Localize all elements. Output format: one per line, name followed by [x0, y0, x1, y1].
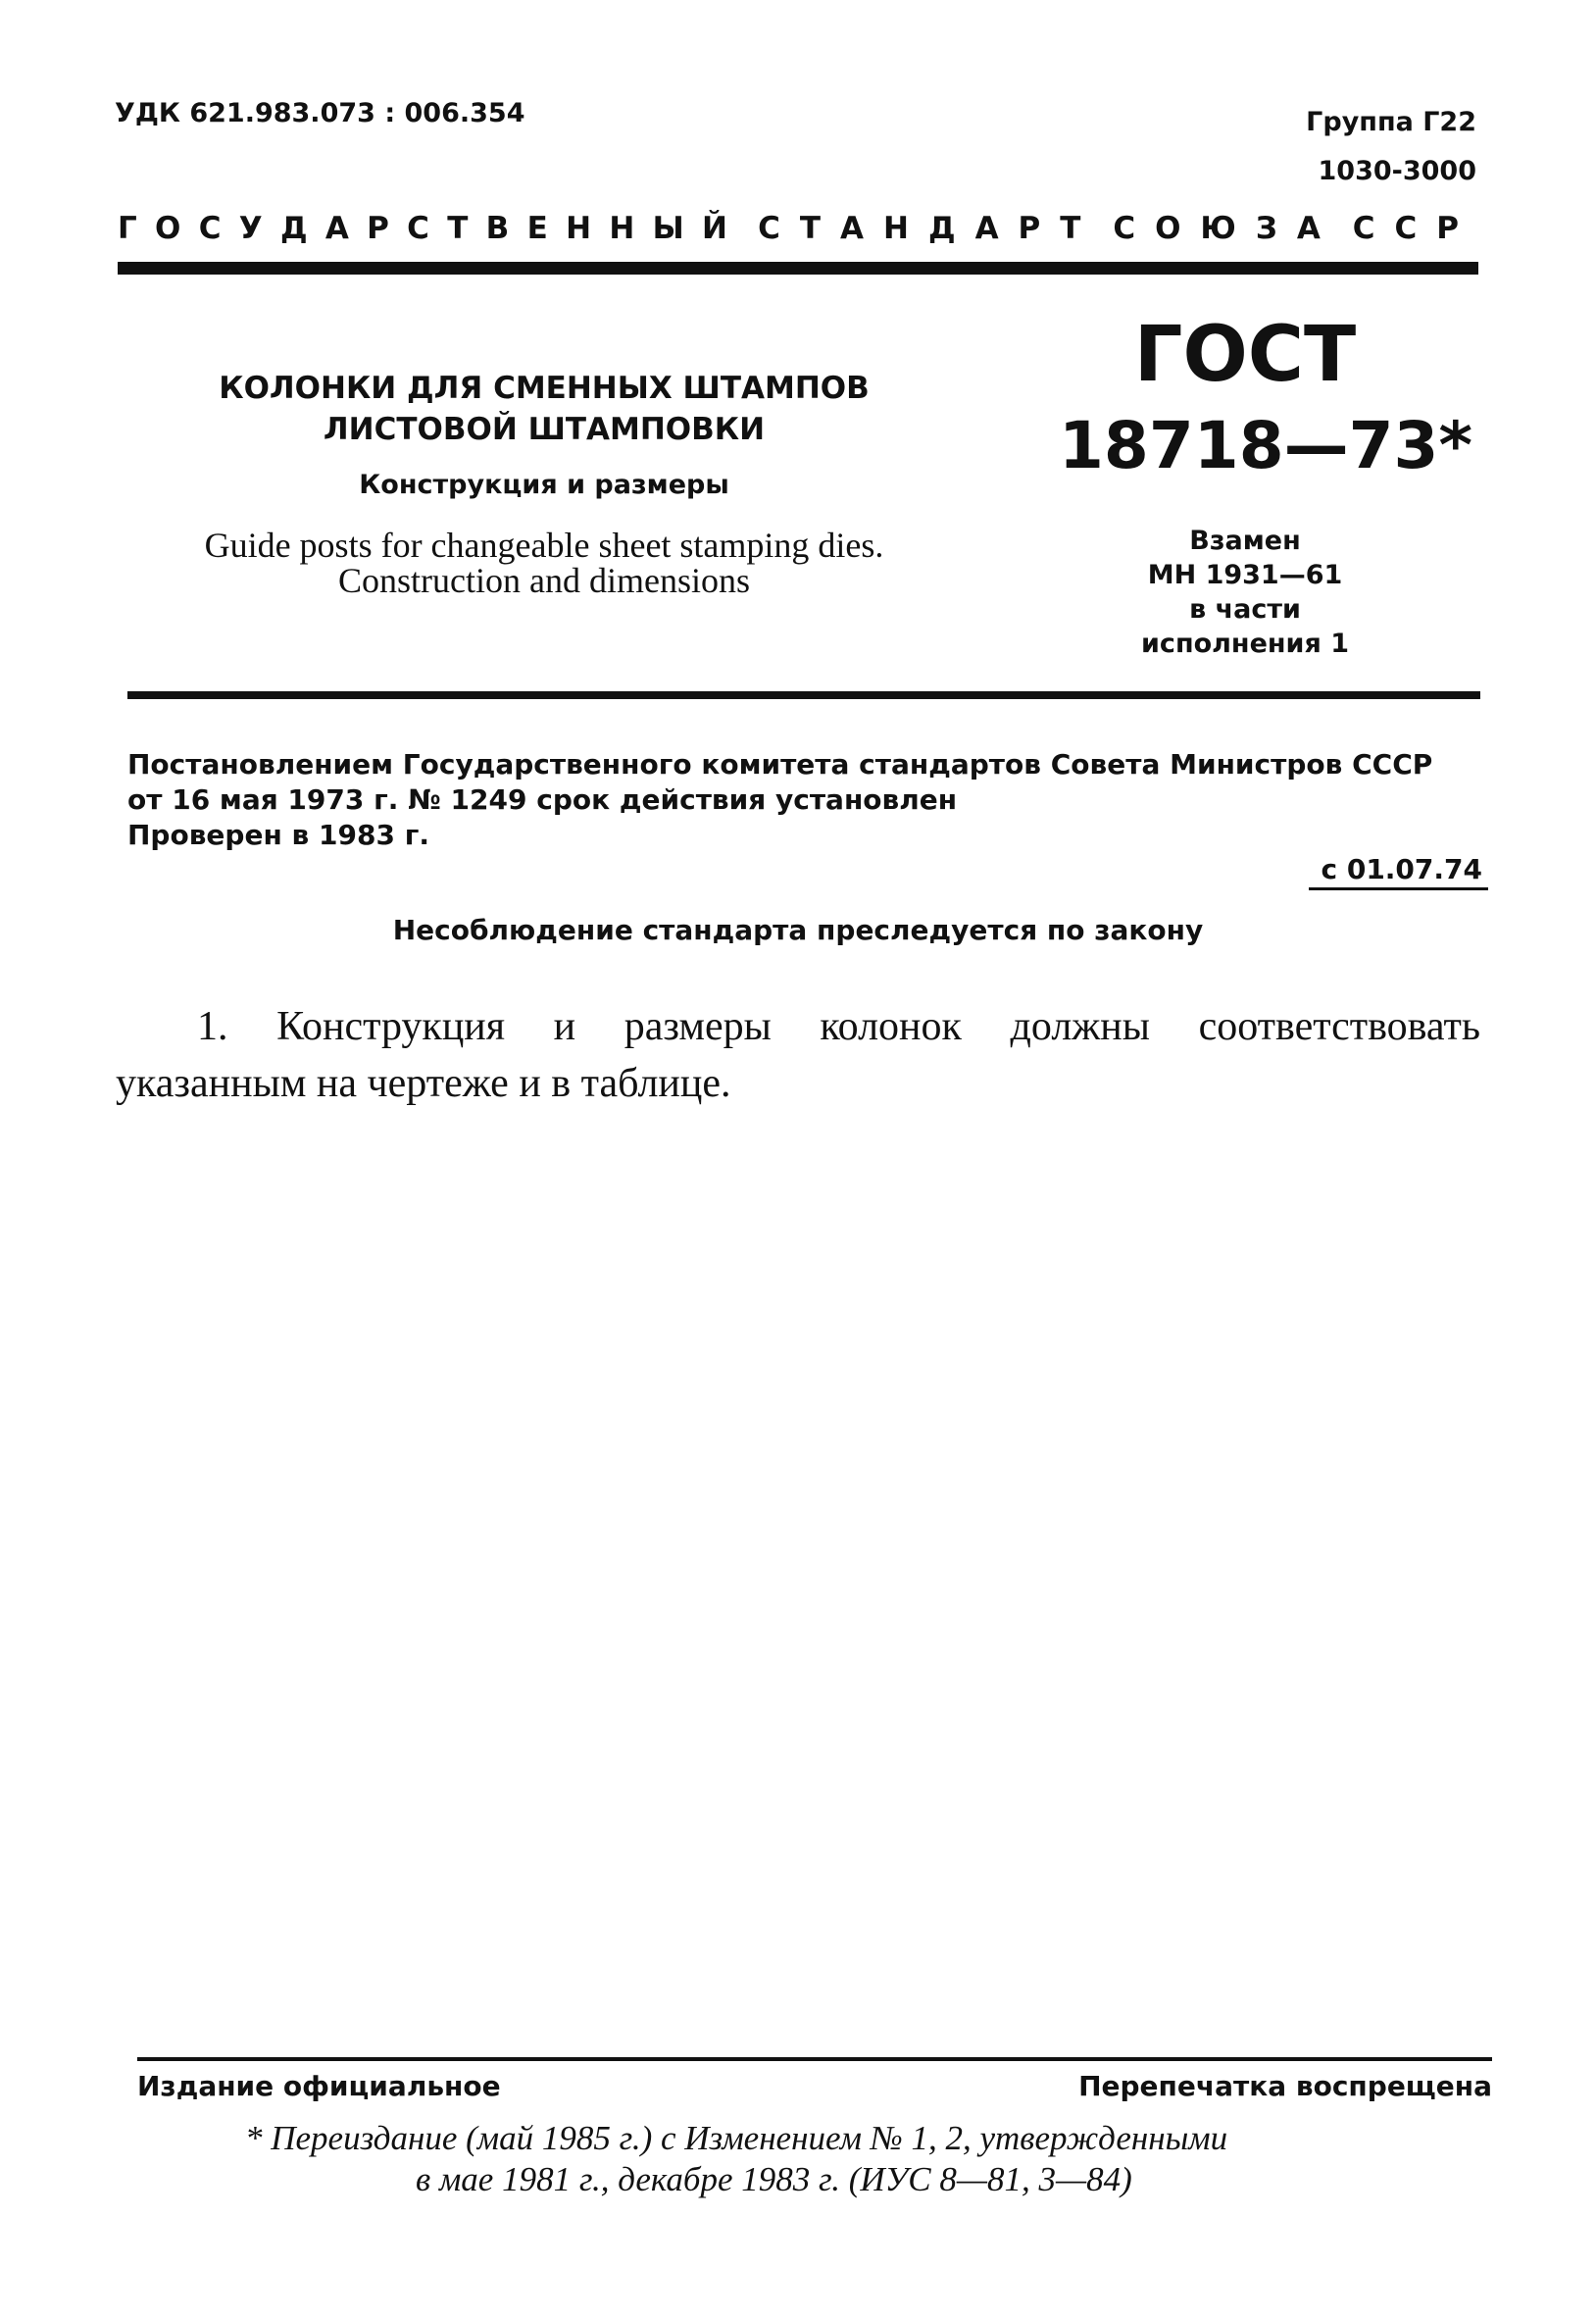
- paragraph-line-2: указанным на чертеже и в таблице.: [116, 1061, 731, 1106]
- subtitle-english-line-1: Guide posts for changeable sheet stamping dies.: [204, 526, 884, 565]
- title-line-1: КОЛОНКИ ДЛЯ СМЕННЫХ ШТАМПОВ: [219, 371, 870, 406]
- decree-line-1: Постановлением Государственного комитета стандартов Совета Министров СССР: [127, 748, 1433, 781]
- decree-block: [127, 747, 1432, 853]
- standard-header: [118, 211, 1478, 246]
- footnote-line-1: * Переиздание (май 1985 г.) с Изменением № 1, 2, утвержденными: [245, 2119, 1228, 2157]
- reprint-notice: Перепечатка воспрещена: [1078, 2070, 1492, 2102]
- group-label: Группа Г22: [1306, 107, 1476, 137]
- classification-code: 1030-3000: [1318, 156, 1476, 186]
- body-paragraph: [116, 998, 1480, 1112]
- replacement-line-2: МН 1931—61: [1147, 560, 1343, 590]
- bottom-divider: [137, 2057, 1492, 2061]
- effective-date: с 01.07.74: [1309, 853, 1488, 890]
- gost-label: ГОСТ: [1133, 311, 1357, 399]
- decree-line-3: Проверен в 1983 г.: [127, 819, 429, 851]
- legal-warning: Несоблюдение стандарта преследуется по закону: [392, 914, 1204, 946]
- decree-line-2: от 16 мая 1973 г. № 1249 срок действия установлен: [127, 783, 958, 816]
- edition-label: Издание официальное: [137, 2070, 501, 2102]
- udk-code: УДК 621.983.073 : 006.354: [115, 98, 525, 128]
- title-line-2: ЛИСТОВОЙ ШТАМПОВКИ: [323, 412, 766, 447]
- gost-block: [1059, 309, 1472, 661]
- replacement-note: [1059, 524, 1431, 661]
- replacement-line-4: исполнения 1: [1141, 629, 1349, 659]
- subtitle-english-line-2: Construction and dimensions: [338, 561, 750, 600]
- footnote: [245, 2118, 1421, 2200]
- title-block: [176, 368, 912, 598]
- standard-header-word-3: СОЮЗА: [1113, 211, 1340, 246]
- subtitle-english: [176, 528, 912, 598]
- middle-divider: [127, 691, 1480, 699]
- replacement-line-1: Взамен: [1189, 526, 1301, 556]
- standard-header-word-1: ГОСУДАРСТВЕННЫЙ: [118, 211, 746, 246]
- paragraph-line-1: 1. Конструкция и размеры колонок должны соответствовать: [197, 1004, 1480, 1049]
- replacement-line-3: в части: [1189, 594, 1301, 625]
- subtitle-russian: Конструкция и размеры: [359, 470, 729, 500]
- footnote-line-2: в мае 1981 г., декабре 1983 г. (ИУС 8—81, 3—84): [416, 2160, 1132, 2198]
- standard-header-word-2: СТАНДАРТ: [758, 211, 1101, 246]
- gost-number: 18718—73*: [1059, 408, 1472, 483]
- standard-header-word-4: ССР: [1352, 211, 1478, 246]
- top-divider: [118, 262, 1478, 275]
- group-block: [1306, 98, 1476, 196]
